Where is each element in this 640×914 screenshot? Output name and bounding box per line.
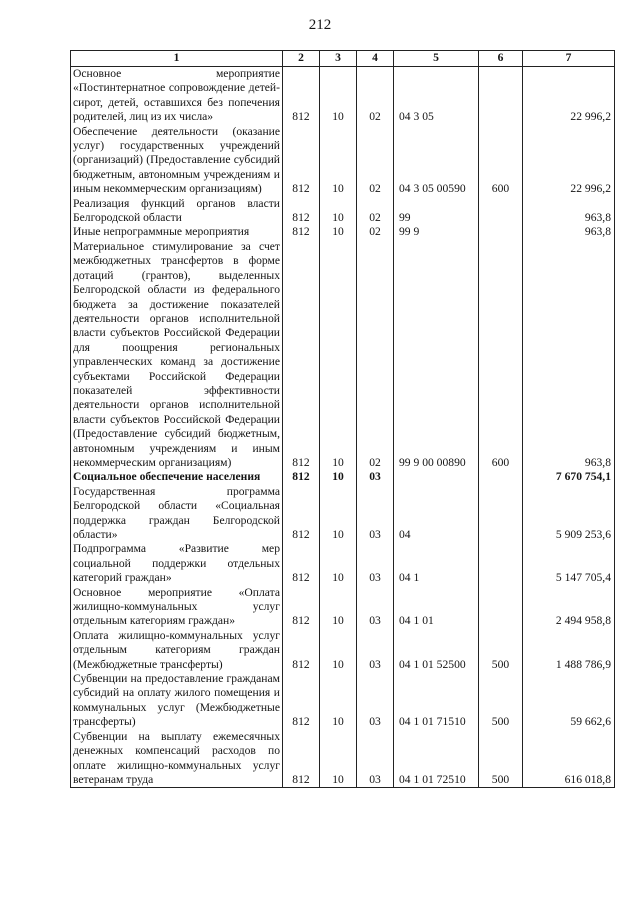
table-row	[71, 485, 615, 543]
row-section-code: 10	[320, 67, 357, 125]
row-ministry-code: 812	[283, 225, 320, 239]
row-amount: 1 488 786,9	[523, 629, 615, 672]
row-subsection-code: 02	[357, 225, 394, 239]
row-expense-type: 600	[479, 240, 523, 471]
row-amount: 22 996,2	[523, 67, 615, 125]
column-header-subsection: 4	[357, 51, 394, 67]
table-row	[71, 730, 615, 788]
row-section-code: 10	[320, 470, 357, 484]
row-target-code: 04 1 01 72510	[394, 730, 479, 788]
row-section-code: 10	[320, 225, 357, 239]
row-ministry-code: 812	[283, 485, 320, 543]
row-subsection-code: 02	[357, 197, 394, 226]
row-name: Реализация функций органов власти Белгородской области	[71, 197, 283, 226]
row-amount: 5 909 253,6	[523, 485, 615, 543]
row-ministry-code: 812	[283, 240, 320, 471]
row-amount: 963,8	[523, 240, 615, 471]
table-row	[71, 125, 615, 197]
table-header-row	[71, 51, 615, 67]
row-subsection-code: 02	[357, 67, 394, 125]
row-ministry-code: 812	[283, 629, 320, 672]
row-amount: 2 494 958,8	[523, 586, 615, 629]
row-amount: 7 670 754,1	[523, 470, 615, 484]
row-expense-type: 500	[479, 672, 523, 730]
row-expense-type: 500	[479, 629, 523, 672]
row-name: Подпрограмма «Развитие мер социальной поддержки отдельных категорий граждан»	[71, 542, 283, 585]
row-expense-type	[479, 586, 523, 629]
column-header-type: 6	[479, 51, 523, 67]
row-ministry-code: 812	[283, 730, 320, 788]
row-ministry-code: 812	[283, 197, 320, 226]
row-amount: 963,8	[523, 197, 615, 226]
row-amount: 22 996,2	[523, 125, 615, 197]
row-ministry-code: 812	[283, 586, 320, 629]
row-subsection-code: 02	[357, 240, 394, 471]
budget-table	[70, 50, 615, 788]
row-target-code: 04 1 01	[394, 586, 479, 629]
row-expense-type	[479, 197, 523, 226]
row-section-code: 10	[320, 629, 357, 672]
row-ministry-code: 812	[283, 67, 320, 125]
row-section-code: 10	[320, 672, 357, 730]
row-expense-type	[479, 542, 523, 585]
row-amount: 59 662,6	[523, 672, 615, 730]
row-amount: 963,8	[523, 225, 615, 239]
row-subsection-code: 03	[357, 629, 394, 672]
row-target-code: 99 9 00 00890	[394, 240, 479, 471]
row-name: Оплата жилищно-коммунальных услуг отдельным категориям граждан (Межбюджетные трансферты)	[71, 629, 283, 672]
table-row	[71, 240, 615, 471]
row-name: Основное мероприятие «Оплата жилищно-коммунальных услуг отдельным категориям граждан»	[71, 586, 283, 629]
row-target-code: 04 3 05 00590	[394, 125, 479, 197]
row-name: Социальное обеспечение населения	[71, 470, 283, 484]
column-header-section: 3	[320, 51, 357, 67]
column-header-name: 1	[71, 51, 283, 67]
row-subsection-code: 03	[357, 542, 394, 585]
row-subsection-code: 03	[357, 586, 394, 629]
row-expense-type	[479, 470, 523, 484]
row-target-code: 04 1	[394, 542, 479, 585]
table-row	[71, 470, 615, 484]
row-section-code: 10	[320, 125, 357, 197]
column-header-amount: 7	[523, 51, 615, 67]
row-name: Государственная программа Белгородской области «Социальная поддержка граждан Белгородской области»	[71, 485, 283, 543]
row-subsection-code: 03	[357, 485, 394, 543]
table-row	[71, 67, 615, 125]
column-header-target: 5	[394, 51, 479, 67]
row-name: Субвенции на выплату ежемесячных денежных компенсаций расходов по оплате жилищно-коммунальных услуг ветеранам труда	[71, 730, 283, 788]
row-section-code: 10	[320, 730, 357, 788]
table-row	[71, 586, 615, 629]
row-name: Обеспечение деятельности (оказание услуг) государственных учреждений (организаций) (Предоставление субсидий бюджетным, автономным учреждениям и иным некоммерческим организациям)	[71, 125, 283, 197]
table-row	[71, 629, 615, 672]
row-section-code: 10	[320, 542, 357, 585]
row-subsection-code: 03	[357, 470, 394, 484]
row-expense-type: 600	[479, 125, 523, 197]
row-section-code: 10	[320, 197, 357, 226]
row-subsection-code: 03	[357, 672, 394, 730]
row-name: Субвенции на предоставление гражданам субсидий на оплату жилого помещения и коммунальных услуг (Межбюджетные трансферты)	[71, 672, 283, 730]
row-expense-type: 500	[479, 730, 523, 788]
row-subsection-code: 03	[357, 730, 394, 788]
row-subsection-code: 02	[357, 125, 394, 197]
page-number: 212	[308, 17, 332, 33]
row-target-code: 99 9	[394, 225, 479, 239]
row-name: Материальное стимулирование за счет межбюджетных трансфертов в форме дотаций (грантов), выделенных Белгородской области из федерального бюджета за достижение показателей деятельности органов исполнительной власти субъектов Российской Федерации для поощрения региональных управленческих команд за достижение субъектами Российской Федерации показателей эффективности деятельности органов исполнительной власти субъектов Российской Федерации (Предоставление субсидий бюджетным, автономным учреждениям и иным некоммерческим организациям)	[71, 240, 283, 471]
row-ministry-code: 812	[283, 125, 320, 197]
table-row	[71, 672, 615, 730]
row-expense-type	[479, 225, 523, 239]
row-ministry-code: 812	[283, 672, 320, 730]
row-amount: 5 147 705,4	[523, 542, 615, 585]
table-row	[71, 197, 615, 226]
row-target-code: 04 3 05	[394, 67, 479, 125]
table-row	[71, 225, 615, 239]
row-target-code	[394, 470, 479, 484]
row-expense-type	[479, 485, 523, 543]
row-section-code: 10	[320, 485, 357, 543]
row-amount: 616 018,8	[523, 730, 615, 788]
row-section-code: 10	[320, 240, 357, 471]
column-header-ministry: 2	[283, 51, 320, 67]
row-target-code: 04 1 01 52500	[394, 629, 479, 672]
row-target-code: 04 1 01 71510	[394, 672, 479, 730]
row-target-code: 99	[394, 197, 479, 226]
row-name: Основное мероприятие «Постинтернатное сопровождение детей-сирот, детей, оставшихся без попечения родителей, лиц из их числа»	[71, 67, 283, 125]
row-target-code: 04	[394, 485, 479, 543]
row-ministry-code: 812	[283, 470, 320, 484]
table-row	[71, 542, 615, 585]
row-expense-type	[479, 67, 523, 125]
row-section-code: 10	[320, 586, 357, 629]
row-ministry-code: 812	[283, 542, 320, 585]
row-name: Иные непрограммные мероприятия	[71, 225, 283, 239]
